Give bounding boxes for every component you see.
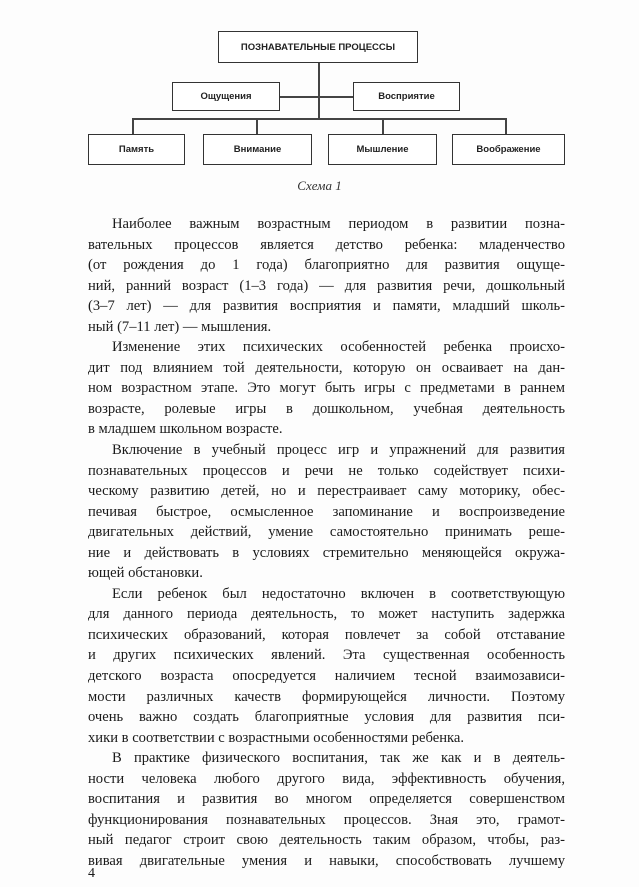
text-line: (от рождения до 1 года) благоприятно для развития ощуще- (88, 257, 565, 274)
text-line: (3–7 лет) — для развития восприятия и памяти, младший школь- (88, 298, 565, 315)
text-line: хики в соответствии с возрастными особенностями ребенка. (88, 729, 465, 746)
diagram-box-imagination: Воображение (452, 134, 565, 165)
diagram-box-sensation: Ощущения (172, 82, 280, 111)
connector-line (256, 118, 258, 134)
diagram-box-memory: Память (88, 134, 185, 165)
page-number: 4 (88, 866, 95, 881)
text-line: ности человека любого другого вида, эффективность обучения, (88, 770, 565, 787)
text-line: в младшем школьном возрасте. (88, 421, 283, 438)
connector-line (132, 118, 506, 120)
text-line: для данного периода деятельность, то может наступить задержка (88, 606, 565, 623)
text-line: очень важно создать благоприятные условия для развития пси- (88, 709, 565, 726)
connector-line (132, 118, 134, 134)
diagram-root-box: ПОЗНАВАТЕЛЬНЫЕ ПРОЦЕССЫ (218, 31, 418, 63)
text-line: двигательных действий, умение самостоятельно принимать реше- (88, 524, 565, 541)
connector-line (382, 118, 384, 134)
text-line: дит под влиянием той деятельности, которую он осваивает на дан- (88, 359, 565, 376)
text-line: Если ребенок был недостаточно включен в соответствующую (112, 585, 565, 602)
text-line: и других психических явлений. Эта существенная особенность (88, 647, 565, 664)
text-line: функционирования познавательных процессов. Зная это, грамот- (88, 811, 565, 828)
paragraph (88, 748, 565, 871)
diagram-caption: Схема 1 (297, 178, 342, 193)
connector-line (505, 118, 507, 134)
text-line: В практике физического воспитания, так же как и в деятель- (112, 750, 565, 767)
paragraph (88, 214, 565, 337)
body-text (88, 214, 565, 872)
text-line: ном возрастном этапе. Это могут быть игры с предметами в раннем (88, 380, 565, 397)
text-line: вательных процессов является детство ребенка: младенчество (88, 236, 565, 253)
diagram-box-thinking: Мышление (328, 134, 437, 165)
text-line: Изменение этих психических особенностей ребенка происхо- (112, 339, 565, 356)
paragraph (88, 584, 565, 748)
paragraph (88, 337, 565, 440)
text-line: вивая двигательные умения и навыки, способствовать лучшему (88, 852, 565, 869)
text-line: воспитания и развития во многом определяется совершенством (88, 791, 565, 808)
text-line: познавательных процессов и речи не только содействует психи- (88, 462, 565, 479)
text-line: психических образований, которая повлечет за собой отставание (88, 626, 565, 643)
text-line: ный (7–11 лет) — мышления. (88, 318, 272, 335)
connector-line (280, 96, 353, 98)
diagram-box-perception: Восприятие (353, 82, 460, 111)
text-line: ющей обстановки. (88, 565, 203, 582)
connector-line (318, 63, 320, 119)
diagram-box-attention: Внимание (203, 134, 312, 165)
text-line: ний, ранний возраст (1–3 года) — для развития речи, дошкольный (88, 277, 565, 294)
text-line: печивая быстрое, осмысленное запоминание и воспроизведение (88, 503, 565, 520)
paragraph (88, 440, 565, 584)
text-line: Наиболее важным возрастным периодом в развитии позна- (112, 216, 565, 232)
text-line: ный педагог строит свою деятельность таким образом, чтобы, раз- (88, 832, 565, 849)
text-line: мости различных качеств формирующейся личности. Поэтому (88, 688, 565, 705)
text-line: ние и действовать в условиях стремительно меняющейся окружа- (88, 544, 565, 561)
text-line: возрасте, ролевые игры в дошкольном, учебная деятельность (88, 400, 565, 417)
text-line: детского возраста опосредуется наличием тесной взаимозависи- (88, 668, 565, 685)
text-line: ческому развитию детей, но и перестраивает саму моторику, обес- (88, 483, 565, 500)
text-line: Включение в учебный процесс игр и упражнений для развития (112, 442, 565, 459)
